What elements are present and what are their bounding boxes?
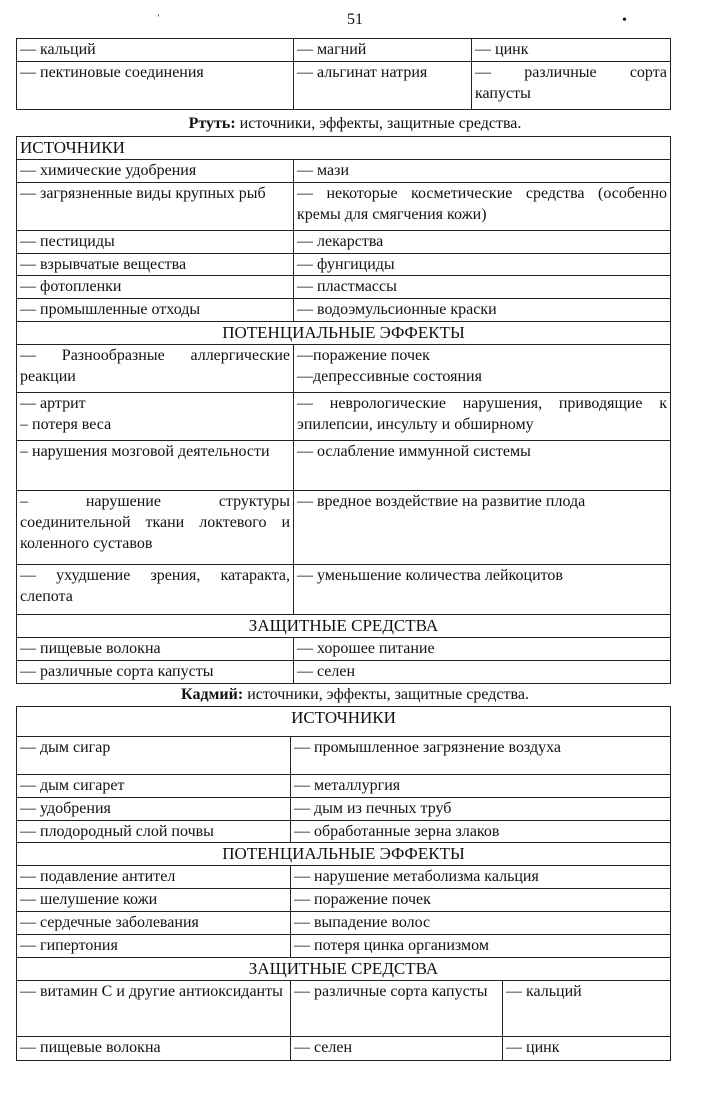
section-header: ПОТЕНЦИАЛЬНЫЕ ЭФФЕКТЫ (17, 322, 671, 345)
table-cell: — загрязненные виды крупных рыб (17, 182, 294, 230)
table-cell: — дым сигар (17, 737, 291, 775)
table-cell: — фунгициды (294, 253, 671, 276)
table-cell: — альгинат натрия (294, 61, 472, 109)
table-cell: — пектиновые соединения (17, 61, 294, 109)
table-cell: — металлургия (291, 775, 671, 798)
table-cell: – нарушения мозговой деятельности (17, 441, 294, 491)
table-cell: — выпадение волос (291, 912, 671, 935)
mercury-table (16, 136, 671, 684)
section-header: ИСТОЧНИКИ (17, 137, 671, 160)
table-cell: — селен (294, 661, 671, 684)
table-cell: — химические удобрения (17, 160, 294, 183)
table-cell: — селен (291, 1036, 503, 1060)
table-cell: — артрит – потеря веса (17, 393, 294, 441)
table-cell: — гипертония (17, 934, 291, 957)
caption-text: источники, эффекты, защитные средства. (235, 115, 522, 132)
table-cell: — ослабление иммунной системы (294, 441, 671, 491)
cadmium-caption (0, 685, 710, 705)
table-cell: —поражение почек —депрессивные состояния (294, 345, 671, 393)
page-number: 51 (347, 11, 363, 28)
table-cell: — лекарства (294, 230, 671, 253)
cadmium-table (16, 706, 671, 1061)
table-cell: — дым сигарет (17, 775, 291, 798)
table-cell: — цинк (472, 39, 671, 62)
top-table (16, 38, 671, 110)
table-cell: — взрывчатые вещества (17, 253, 294, 276)
table-cell: — обработанные зерна злаков (291, 820, 671, 843)
caption-bold: Ртуть: (188, 115, 236, 132)
table-cell: – нарушение структуры соединительной ткани локтевого и коленного суставов (17, 491, 294, 565)
table-cell: — различные сорта капусты (291, 980, 503, 1036)
table-cell: — поражение почек (291, 889, 671, 912)
section-header: ПОТЕНЦИАЛЬНЫЕ ЭФФЕКТЫ (17, 843, 671, 866)
section-header: ЗАЩИТНЫЕ СРЕДСТВА (17, 615, 671, 638)
table-cell: — кальций (17, 39, 294, 62)
table-cell: — пищевые волокна (17, 638, 294, 661)
table-cell: — различные сорта капусты (472, 61, 671, 109)
table-cell: — фотопленки (17, 276, 294, 299)
table-cell: — плодородный слой почвы (17, 820, 291, 843)
table-cell: — магний (294, 39, 472, 62)
section-header: ЗАЩИТНЫЕ СРЕДСТВА (17, 957, 671, 980)
table-cell: — шелушение кожи (17, 889, 291, 912)
table-cell: — пищевые волокна (17, 1036, 291, 1060)
table-cell: — уменьшение количества лейкоцитов (294, 565, 671, 615)
table-cell: — витамин С и другие антиоксиданты (17, 980, 291, 1036)
mercury-caption (0, 114, 710, 134)
table-cell: — пестициды (17, 230, 294, 253)
table-cell: — мази (294, 160, 671, 183)
table-cell: — Разнообразные аллергические реакции (17, 345, 294, 393)
caption-text: источники, эффекты, защитные средства. (243, 686, 529, 703)
table-cell: — цинк (503, 1036, 671, 1060)
table-cell: — хорошее питание (294, 638, 671, 661)
table-cell: — подавление антител (17, 866, 291, 889)
table-cell: — пластмассы (294, 276, 671, 299)
table-cell: — некоторые косметические средства (особенно кремы для смягчения кожи) (294, 182, 671, 230)
table-cell: — нарушение метаболизма кальция (291, 866, 671, 889)
table-cell: — промышленное загрязнение воздуха (291, 737, 671, 775)
table-cell: — водоэмульсионные краски (294, 299, 671, 322)
table-cell: — сердечные заболевания (17, 912, 291, 935)
caption-bold: Кадмий: (181, 686, 244, 703)
table-cell: — кальций (503, 980, 671, 1036)
table-cell: — удобрения (17, 797, 291, 820)
table-cell: — вредное воздействие на развитие плода (294, 491, 671, 565)
table-cell: — потеря цинка организмом (291, 934, 671, 957)
table-cell: — промышленные отходы (17, 299, 294, 322)
table-cell: — неврологические нарушения, приводящие к эпилепсии, инсульту и обширному (294, 393, 671, 441)
speck-mark: ˈ (156, 13, 161, 28)
table-cell: — дым из печных труб (291, 797, 671, 820)
table-cell: — ухудшение зрения, катаракта, слепота (17, 565, 294, 615)
section-header: ИСТОЧНИКИ (17, 707, 671, 737)
table-cell: — различные сорта капусты (17, 661, 294, 684)
speck-mark: • (622, 13, 627, 28)
